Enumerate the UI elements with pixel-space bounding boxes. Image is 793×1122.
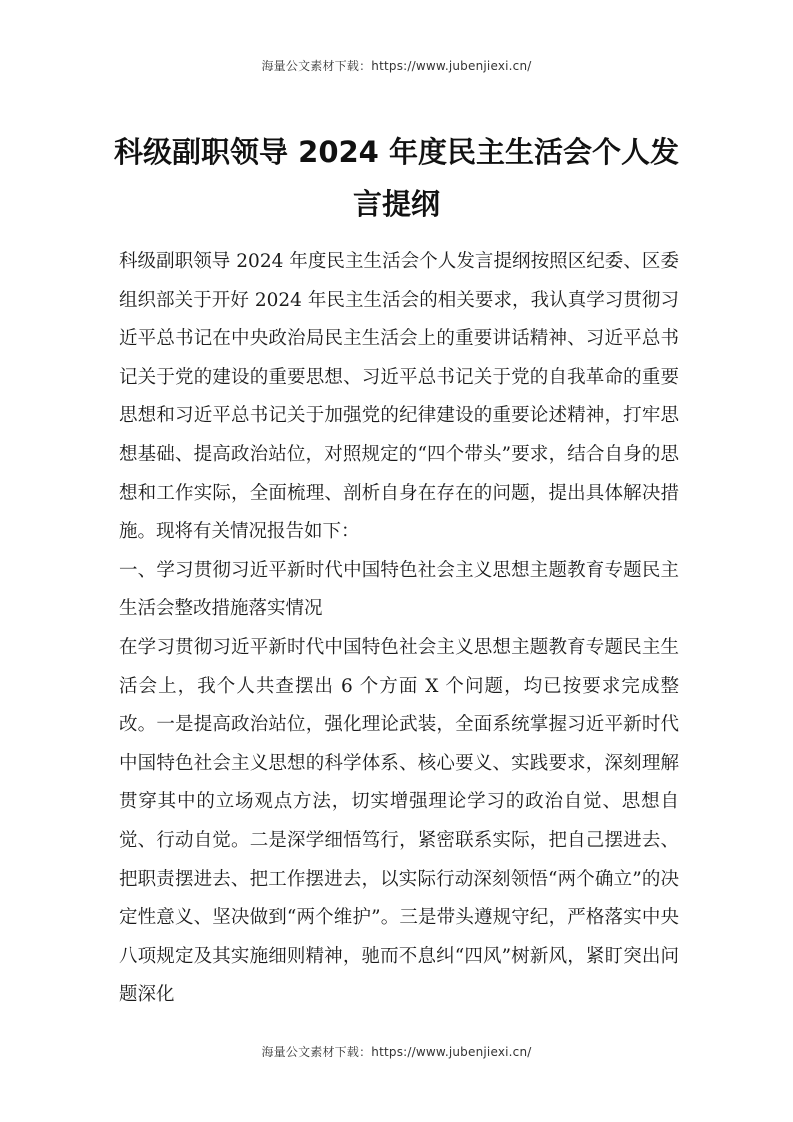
intro-paragraph: 科级副职领导 2024 年度民主生活会个人发言提纲按照区纪委、区委组织部关于开好 2024 年民主生活会的相关要求，我认真学习贯彻习近平总书记在中央政治局民主生活会上的重要讲话精神、习近平总书记关于党的建设的重要思想、习近平总书记关于党的自我革命的重要思想和习近平总书记关于加强党的纪律建设的重要论述精神，打牢思想基础、提高政治站位，对照规定的“四个带头”要求，结合自身的思想和工作实际，全面梳理、剖析自身在存在的问题，提出具体解决措施。现将有关情况报告如下： xyxy=(119,251,679,543)
page-header-watermark: 海量公文素材下载：https://www.jubenjiexi.cn/ xyxy=(261,59,532,73)
section-1-paragraph: 在学习贯彻习近平新时代中国特色社会主义思想主题教育专题民主生活会上，我个人共查摆出 6 个方面 X 个问题，均已按要求完成整改。一是提高政治站位，强化理论武装，全面系统掌握习近平新时代中国特色社会主义思想的科学体系、核心要义、实践要求，深刻理解贯穿其中的立场观点方法，切实增强理论学习的政治自觉、思想自觉、行动自觉。二是深学细悟笃行，紧密联系实际，把自己摆进去、把职责摆进去、把工作摆进去，以实际行动深刻领悟“两个确立”的决定性意义、坚决做到“两个维护”。三是带头遵规守纪，严格落实中央八项规定及其实施细则精神，驰而不息纠“四风”树新风，紧盯突出问题深化 xyxy=(119,636,679,1006)
document-title xyxy=(100,126,693,230)
document-title-line-2: 言提纲 xyxy=(352,187,440,221)
document-title-line-1: 科级副职领导 2024 年度民主生活会个人发 xyxy=(114,135,679,169)
section-heading-1: 一、学习贯彻习近平新时代中国特色社会主义思想主题教育专题民主生活会整改措施落实情况 xyxy=(119,559,679,620)
page-footer-watermark: 海量公文素材下载：https://www.jubenjiexi.cn/ xyxy=(261,1045,532,1059)
document-body xyxy=(119,243,679,1015)
